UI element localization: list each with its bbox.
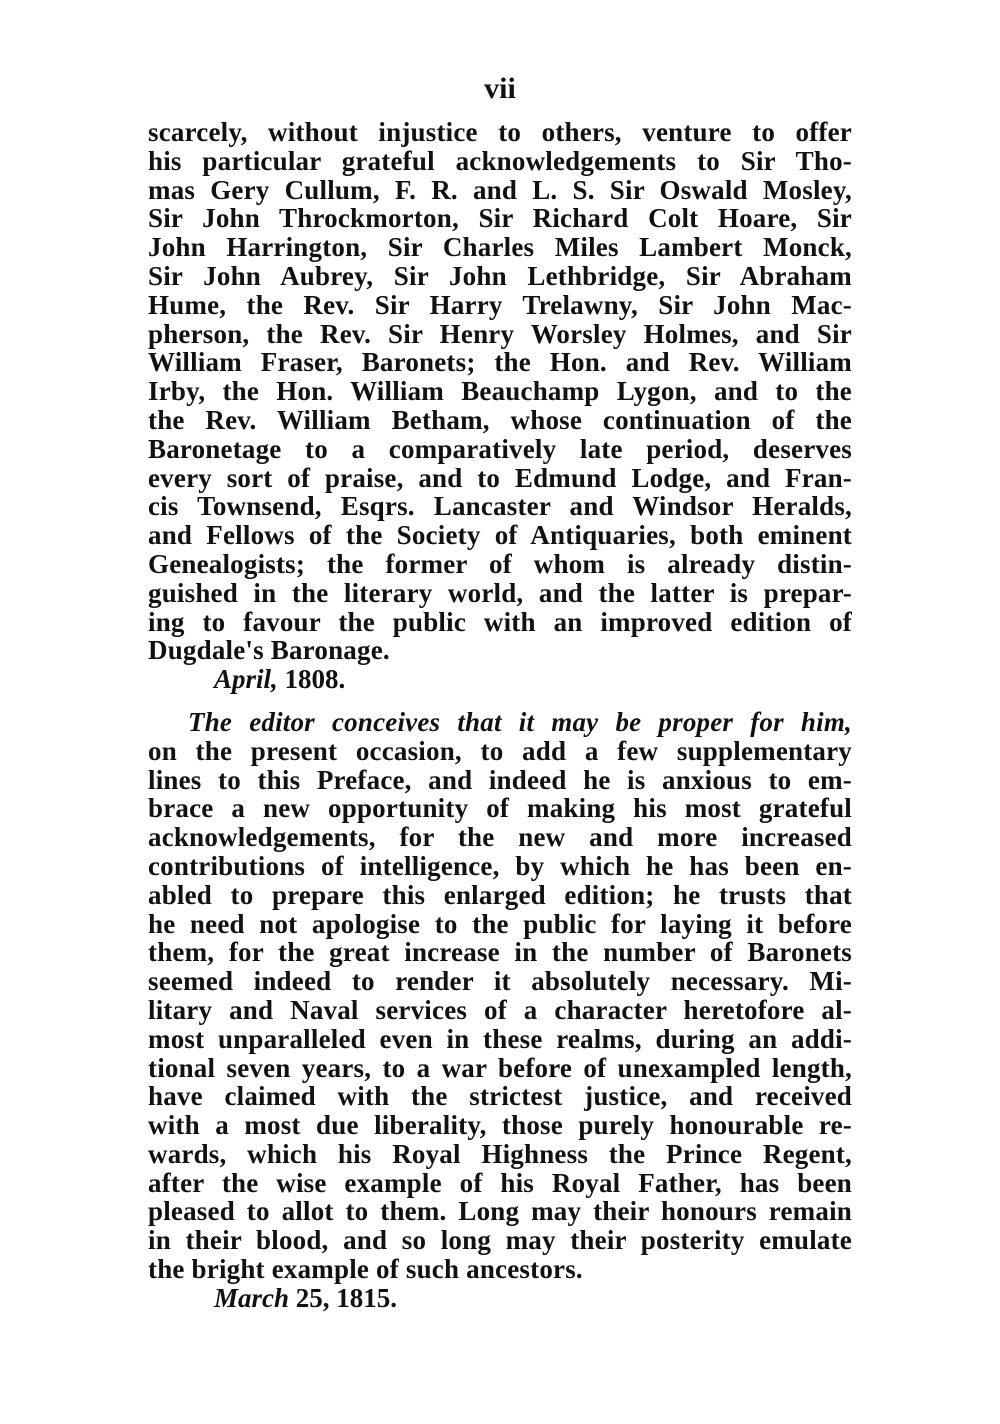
text-line: lines to this Preface, and indeed he is anxious to em- xyxy=(148,764,852,795)
text-line: most unparalleled even in these realms, during an addi- xyxy=(148,1023,852,1054)
text-line: Sir John Throckmorton, Sir Richard Colt Hoare, Sir xyxy=(148,203,852,234)
text-line: contributions of intelligence, by which he has been en- xyxy=(148,850,852,881)
text-line: pherson, the Rev. Sir Henry Worsley Holmes, and Sir xyxy=(148,318,852,349)
text-line: abled to prepare this enlarged edition; he trusts that xyxy=(148,879,852,910)
text-line: brace a new opportunity of making his most grateful xyxy=(148,793,852,824)
text-line: wards, which his Royal Highness the Prince Regent, xyxy=(148,1138,852,1169)
date-march-1815 xyxy=(148,1284,852,1313)
text-line: Sir John Aubrey, Sir John Lethbridge, Sir Abraham xyxy=(148,260,852,291)
text-line: have claimed with the strictest justice, and received xyxy=(148,1081,852,1112)
date-april-1808 xyxy=(148,665,852,694)
text-line: in their blood, and so long may their posterity emulate xyxy=(148,1225,852,1256)
text-line: Baronetage to a comparatively late period, deserves xyxy=(148,433,852,464)
text-line: every sort of praise, and to Edmund Lodge, and Fran- xyxy=(148,462,852,493)
text-line: Hume, the Rev. Sir Harry Trelawny, Sir John Mac- xyxy=(148,289,852,320)
text-line: tional seven years, to a war before of unexampled length, xyxy=(148,1052,852,1083)
text-line: he need not apologise to the public for laying it before xyxy=(148,908,852,939)
page-number: vii xyxy=(484,72,516,105)
text-line: the Rev. William Betham, whose continuation of the xyxy=(148,404,852,435)
text-line: John Harrington, Sir Charles Miles Lambert Monck, xyxy=(148,232,852,263)
text-line: them, for the great increase in the number of Baronets xyxy=(148,937,852,968)
text-line: his particular grateful acknowledgements to Sir Tho- xyxy=(148,145,852,176)
text-line: the bright example of such ancestors. xyxy=(148,1254,583,1285)
text-line: seemed indeed to render it absolutely necessary. Mi- xyxy=(148,966,852,997)
text-line: on the present occasion, to add a few supplementary xyxy=(148,735,852,766)
text-line: pleased to allot to them. Long may their honours remain xyxy=(148,1196,852,1227)
text-line: scarcely, without injustice to others, venture to offer xyxy=(148,117,852,147)
text-line: ing to favour the public with an improved edition of xyxy=(148,606,852,637)
date-month: March xyxy=(214,1282,290,1313)
text-line: mas Gery Cullum, F. R. and L. S. Sir Oswald Mosley, xyxy=(148,174,852,205)
text-line: after the wise example of his Royal Father, has been xyxy=(148,1167,852,1198)
date-month: April, xyxy=(214,664,278,695)
text-line-opening: The editor conceives that it may be proper for him, xyxy=(188,706,852,737)
paragraph-supplement xyxy=(148,708,852,1284)
date-day-year: 25, 1815. xyxy=(295,1282,398,1313)
text-line: Genealogists; the former of whom is already distin- xyxy=(148,548,852,579)
text-line: William Fraser, Baronets; the Hon. and Rev. William xyxy=(148,347,852,378)
text-line: Irby, the Hon. William Beauchamp Lygon, and to the xyxy=(148,376,852,407)
text-line: guished in the literary world, and the latter is prepar- xyxy=(148,577,852,608)
text-line: and Fellows of the Society of Antiquaries, both eminent xyxy=(148,520,852,551)
text-line: acknowledgements, for the new and more increased xyxy=(148,822,852,853)
paragraph-acknowledgements xyxy=(148,118,852,665)
text-line: cis Townsend, Esqrs. Lancaster and Windsor Heralds, xyxy=(148,491,852,522)
paragraph-gap xyxy=(148,694,852,708)
text-line: with a most due liberality, those purely honourable re- xyxy=(148,1110,852,1141)
text-line: litary and Naval services of a character heretofore al- xyxy=(148,994,852,1025)
body-text xyxy=(148,118,852,1313)
text-line: Dugdale's Baronage. xyxy=(148,635,390,666)
date-year: 1808. xyxy=(284,664,346,695)
